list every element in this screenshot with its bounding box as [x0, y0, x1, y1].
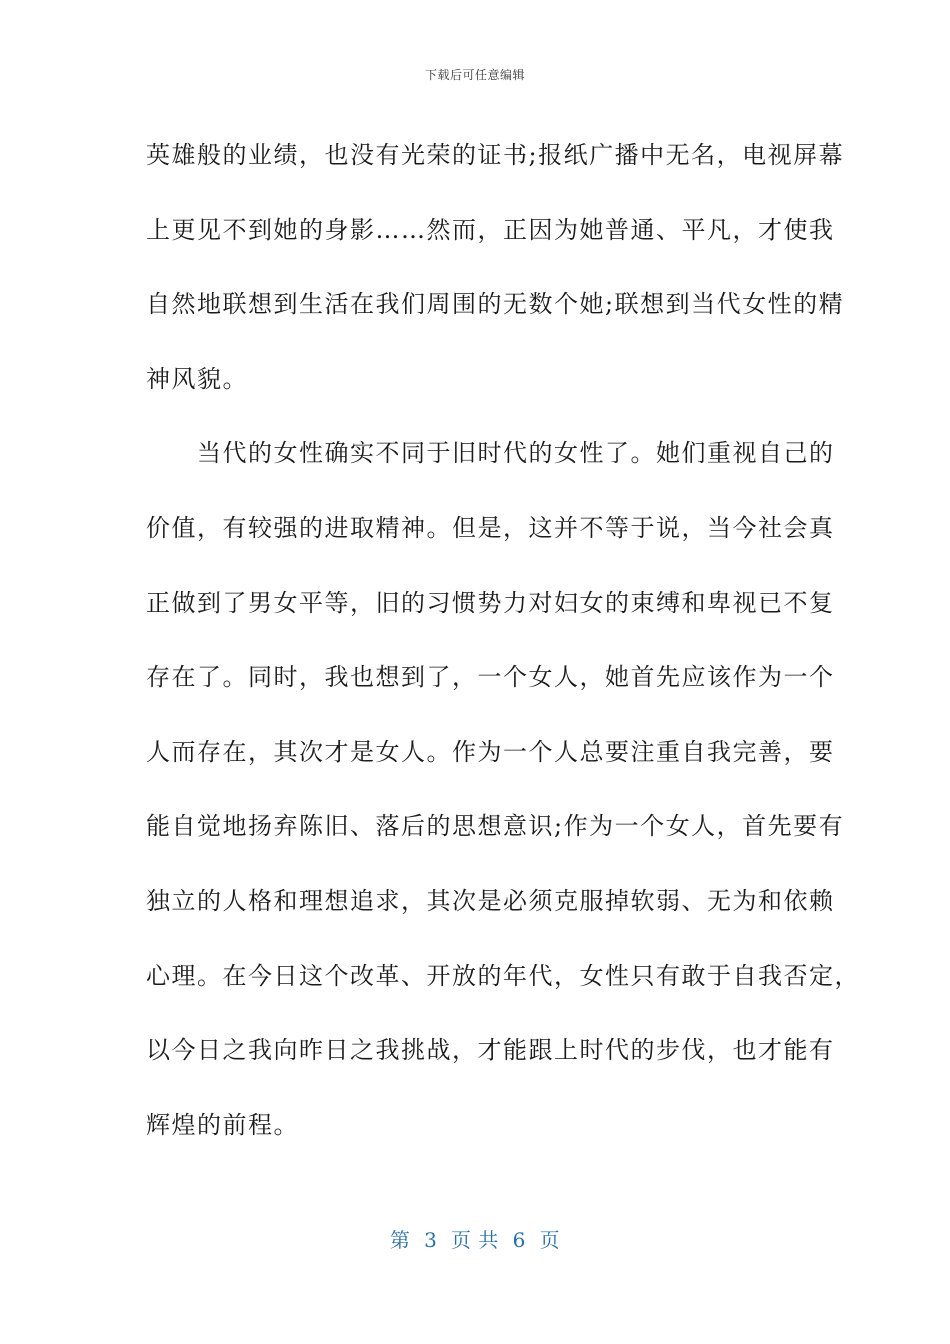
paragraph-line: 人而存在，其次才是女人。作为一个人总要注重自我完善，要 [146, 737, 835, 766]
paragraph-line: 英雄般的业绩，也没有光荣的证书;报纸广播中无名，电视屏幕 [146, 141, 845, 169]
paragraph-line: 存在了。同时，我也想到了，一个女人，她首先应该作为一个 [146, 663, 835, 692]
paragraph-line: 价值，有较强的进取精神。但是，这并不等于说，当今社会真 [146, 513, 835, 542]
document-body [146, 118, 860, 1162]
paragraph-line: 上更见不到她的身影……然而，正因为她普通、平凡，才使我 [146, 215, 835, 244]
paragraph-line: 自然地联想到生活在我们周围的无数个她;联想到当代女性的精 [146, 290, 845, 319]
paragraph-line: 心理。在今日这个改革、开放的年代，女性只有敢于自我否定， [146, 961, 860, 990]
paragraph-line: 当代的女性确实不同于旧时代的女性了。她们重视自己的 [146, 439, 835, 468]
page-header: 下载后可任意编辑 [424, 68, 525, 82]
paragraph-line: 以今日之我向昨日之我挑战，才能跟上时代的步伐，也才能有 [146, 1036, 835, 1065]
paragraph-line: 独立的人格和理想追求，其次是必须克服掉软弱、无为和依赖 [146, 886, 835, 915]
page-number-footer: 第 3 页 共 6 页 [389, 1228, 561, 1252]
paragraph-line: 神风貌。 [146, 364, 248, 393]
paragraph-line: 辉煌的前程。 [146, 1110, 299, 1139]
paragraph-line: 能自觉地扬弃陈旧、落后的思想意识;作为一个女人，首先要有 [146, 812, 845, 841]
paragraph-line: 正做到了男女平等，旧的习惯势力对妇女的束缚和卑视已不复 [146, 588, 835, 617]
